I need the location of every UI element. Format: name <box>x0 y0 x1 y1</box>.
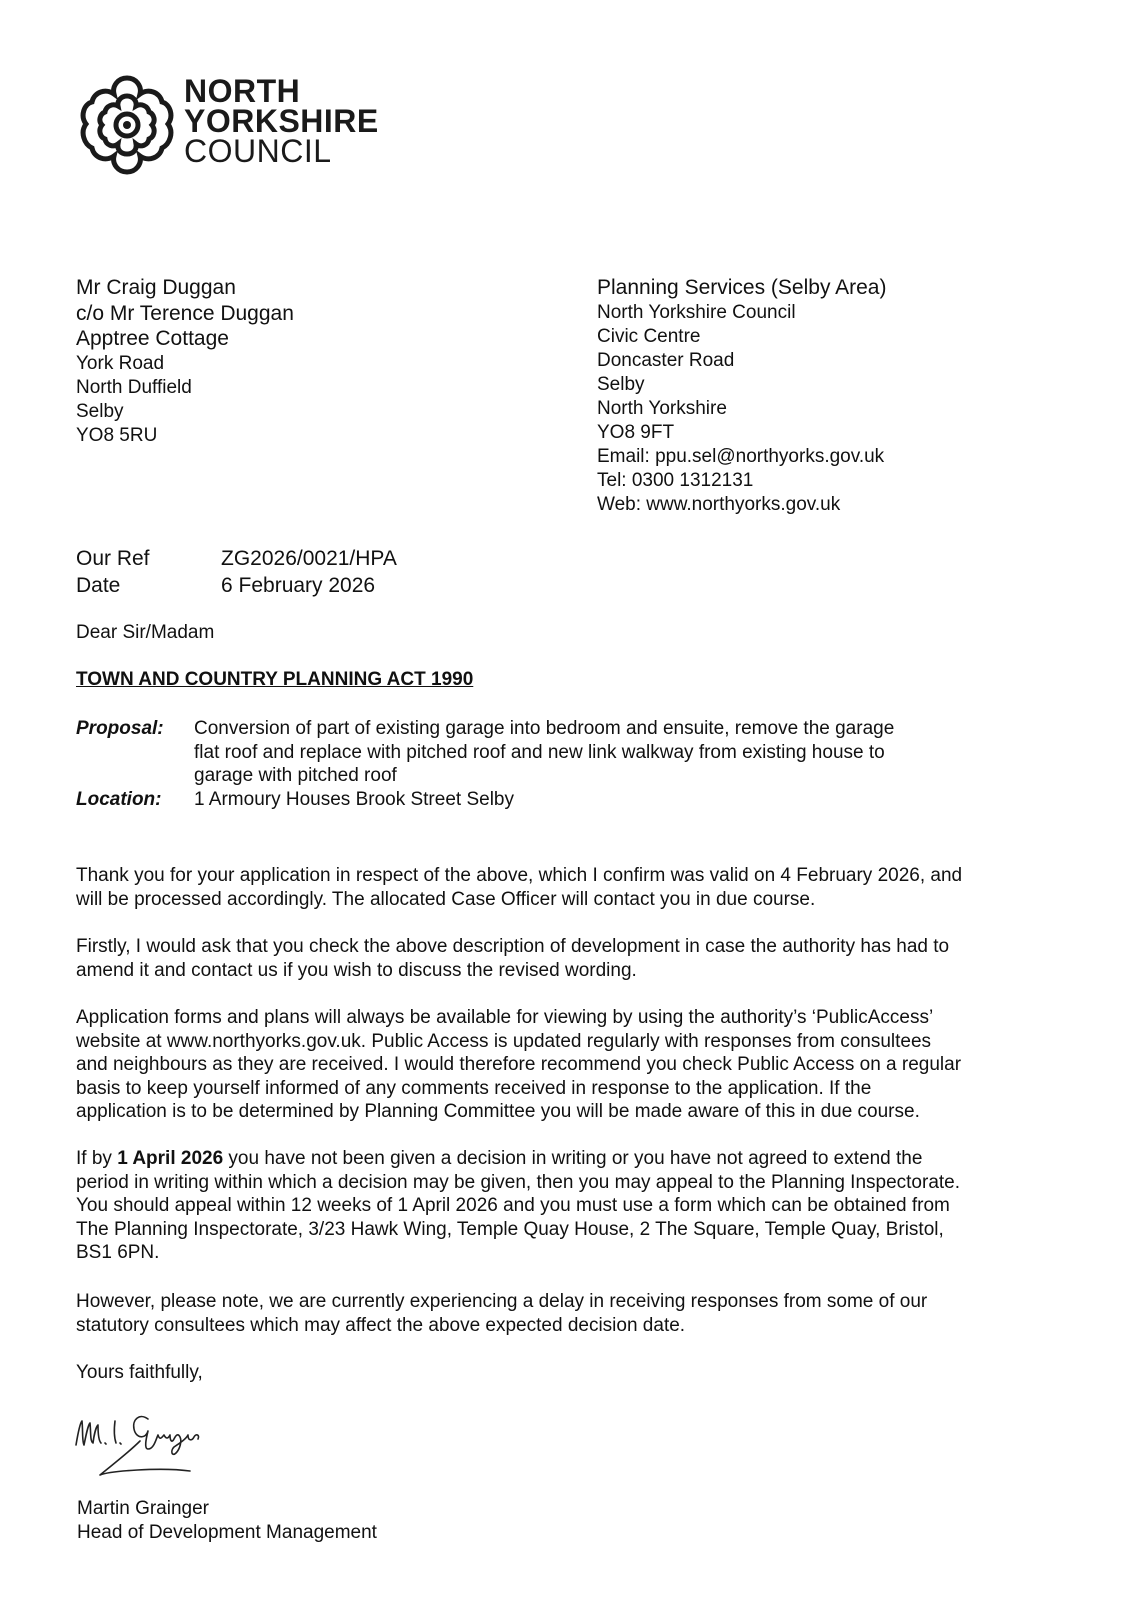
location-value: 1 Armoury Houses Brook Street Selby <box>194 788 514 810</box>
signer-name: Martin Grainger <box>77 1498 209 1519</box>
handwritten-signature <box>70 1405 240 1497</box>
paragraph-line: amend it and contact us if you wish to discuss the revised wording. <box>76 959 637 981</box>
letter-heading: TOWN AND COUNTRY PLANNING ACT 1990 <box>76 669 474 690</box>
proposal-line: garage with pitched roof <box>194 765 397 786</box>
paragraph-description-check <box>76 935 1066 982</box>
paragraph-line: and neighbours as they are received. I would therefore recommend you check Public Access on a regular <box>76 1054 962 1076</box>
signer-title: Head of Development Management <box>77 1521 377 1543</box>
recipient-care-of: c/o Mr Terence Duggan <box>76 301 294 325</box>
paragraph-line: period in writing within which a decision may be given, then you may appeal to the Planning Inspectorate. <box>76 1171 961 1193</box>
logo-line-2: YORKSHIRE <box>184 103 379 139</box>
date-value: 6 February 2026 <box>221 574 376 597</box>
council-name <box>184 73 379 169</box>
sender-email: Email: ppu.sel@northyorks.gov.uk <box>597 445 885 467</box>
sender-telephone: Tel: 0300 1312131 <box>597 469 754 491</box>
proposal-block <box>76 717 996 811</box>
date-label: Date <box>76 574 121 597</box>
paragraph-line: The Planning Inspectorate, 3/23 Hawk Wing, Temple Quay House, 2 The Square, Temple Quay, Bristol, <box>76 1218 944 1240</box>
paragraph-line: Thank you for your application in respect of the above, which I confirm was valid on 4 February 2026, and <box>76 865 963 886</box>
paragraph-validation <box>76 864 1066 911</box>
paragraph-public-access <box>76 1006 1066 1124</box>
paragraph-appeal <box>76 1147 1066 1265</box>
recipient-address-line: York Road <box>76 352 165 374</box>
sender-address-line: North Yorkshire Council <box>597 301 796 323</box>
signer-block <box>77 1497 377 1544</box>
paragraph-line: website at www.northyorks.gov.uk. Public Access is updated regularly with responses from consultees <box>76 1030 932 1052</box>
location-label: Location: <box>76 788 162 810</box>
location-row <box>76 788 996 812</box>
proposal-description <box>194 717 984 788</box>
logo-line-3: COUNCIL <box>184 133 332 169</box>
council-logo <box>74 72 404 182</box>
paragraph-line: Application forms and plans will always be available for viewing by using the authority’s ‘PublicAccess’ <box>76 1007 934 1028</box>
logo-line-1: NORTH <box>184 73 301 109</box>
sender-address-line: Doncaster Road <box>597 349 735 371</box>
our-ref-value: ZG2026/0021/HPA <box>221 547 397 570</box>
recipient-address-line: North Duffield <box>76 376 192 398</box>
closing: Yours faithfully, <box>76 1362 203 1383</box>
salutation: Dear Sir/Madam <box>76 622 215 643</box>
paragraph-line: BS1 6PN. <box>76 1242 160 1264</box>
paragraph-line <box>76 1147 1066 1171</box>
sender-address <box>597 275 1057 517</box>
appeal-lead: If by <box>76 1148 118 1169</box>
paragraph-line: application is to be determined by Planning Committee you will be made aware of this in due course. <box>76 1101 920 1123</box>
paragraph-line: You should appeal within 12 weeks of 1 April 2026 and you must use a form which can be obtained from <box>76 1195 950 1217</box>
paragraph-line: will be processed accordingly. The allocated Case Officer will contact you in due course. <box>76 888 816 910</box>
sender-address-line: North Yorkshire <box>597 397 727 419</box>
date-row <box>76 572 397 599</box>
recipient-name: Mr Craig Duggan <box>76 276 236 299</box>
sender-department: Planning Services (Selby Area) <box>597 276 887 299</box>
proposal-row <box>76 717 996 788</box>
paragraph-line: Firstly, I would ask that you check the above description of development in case the authority has had to <box>76 936 950 957</box>
recipient-postcode: YO8 5RU <box>76 424 158 446</box>
paragraph-line: However, please note, we are currently experiencing a delay in receiving responses from some of our <box>76 1291 928 1312</box>
reference-row <box>76 545 397 572</box>
sender-address-line: Civic Centre <box>597 325 701 347</box>
our-ref-label: Our Ref <box>76 547 150 570</box>
paragraph-delay-notice <box>76 1290 1066 1337</box>
sender-website: Web: www.northyorks.gov.uk <box>597 493 841 515</box>
paragraph-line: statutory consultees which may affect the above expected decision date. <box>76 1314 686 1336</box>
appeal-deadline-date: 1 April 2026 <box>117 1148 224 1169</box>
sender-address-line: Selby <box>597 373 645 395</box>
reference-block <box>76 545 397 599</box>
proposal-line: Conversion of part of existing garage into bedroom and ensuite, remove the garage <box>194 718 895 739</box>
appeal-first-line-rest: you have not been given a decision in writing or you have not agreed to extend the <box>223 1148 923 1169</box>
paragraph-line: basis to keep yourself informed of any comments received in response to the application. If the <box>76 1077 872 1099</box>
recipient-address-line: Selby <box>76 400 124 422</box>
recipient-house: Apptree Cottage <box>76 327 229 350</box>
proposal-line: flat roof and replace with pitched roof and new link walkway from existing house to <box>194 741 885 763</box>
proposal-label: Proposal: <box>76 718 164 739</box>
tudor-rose-icon <box>74 72 180 178</box>
sender-postcode: YO8 9FT <box>597 421 675 443</box>
recipient-address <box>76 275 496 448</box>
